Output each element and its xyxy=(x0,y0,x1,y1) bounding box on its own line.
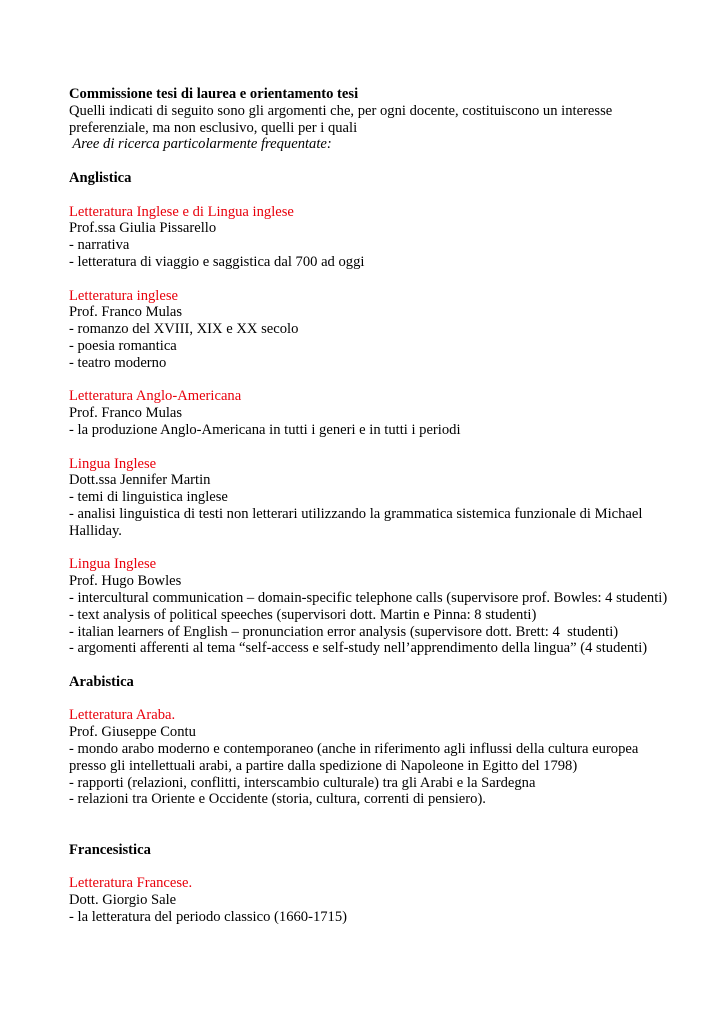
intro-text: preferenziale, ma non esclusivo, quelli per i quali xyxy=(69,119,358,136)
intro-text: Quelli indicati di seguito sono gli argomenti che, per ogni docente, costituiscono un interesse xyxy=(69,102,613,119)
document-title: Commissione tesi di laurea e orientamento tesi xyxy=(69,86,359,102)
course-title: Letteratura Francese. xyxy=(69,875,193,892)
section-heading: Francesistica xyxy=(69,841,151,858)
course-title: Letteratura Inglese e di Lingua inglese xyxy=(69,203,294,220)
section-heading: Arabistica xyxy=(69,673,134,690)
document-body xyxy=(69,86,679,926)
topic-item: - relazioni tra Oriente e Occidente (storia, cultura, correnti di pensiero). xyxy=(69,791,486,808)
course-title: Letteratura inglese xyxy=(69,287,178,304)
topic-item: - letteratura di viaggio e saggistica dal 700 ad oggi xyxy=(69,253,365,270)
teacher-name: Prof. Hugo Bowles xyxy=(69,573,182,590)
teacher-name: Dott. Giorgio Sale xyxy=(69,892,177,909)
teacher-name: Prof.ssa Giulia Pissarello xyxy=(69,220,217,237)
topic-item: - analisi linguistica di testi non letterari utilizzando la grammatica sistemica funzionale di Michael Halliday. xyxy=(69,505,643,539)
topic-item: - intercultural communication – domain-specific telephone calls (supervisore prof. Bowles: 4 studenti) xyxy=(69,589,668,606)
course-title: Letteratura Anglo-Americana xyxy=(69,388,242,405)
topic-item: - la produzione Anglo-Americana in tutti i generi e in tutti i periodi xyxy=(69,421,461,438)
topic-item: - temi di linguistica inglese xyxy=(69,489,228,506)
topic-item: - argomenti afferenti al tema “self-access e self-study nell’apprendimento della lingua” (4 studenti) xyxy=(69,640,648,657)
course-title: Letteratura Araba. xyxy=(69,707,176,724)
teacher-name: Prof. Giuseppe Contu xyxy=(69,724,196,741)
intro-subtitle: Aree di ricerca particolarmente frequentate: xyxy=(69,136,332,153)
topic-item: - la letteratura del periodo classico (1660-1715) xyxy=(69,909,347,926)
topic-item: - poesia romantica xyxy=(69,337,177,354)
topic-item: - italian learners of English – pronunciation error analysis (supervisore dott. Brett: 4 studenti) xyxy=(69,623,619,640)
course-title: Lingua Inglese xyxy=(69,556,157,573)
topic-item: - text analysis of political speeches (supervisori dott. Martin e Pinna: 8 studenti) xyxy=(69,606,537,623)
topic-item: - romanzo del XVIII, XIX e XX secolo xyxy=(69,321,299,338)
teacher-name: Dott.ssa Jennifer Martin xyxy=(69,472,211,489)
section-heading: Anglistica xyxy=(69,169,132,186)
teacher-name: Prof. Franco Mulas xyxy=(69,304,183,321)
topic-item: - rapporti (relazioni, conflitti, interscambio culturale) tra gli Arabi e la Sardegna xyxy=(69,774,536,791)
topic-item: - mondo arabo moderno e contemporaneo (anche in riferimento agli influssi della cultura europea presso gli intellettuali arabi, a partire dalla spedizione di Napoleone in Egitto del 1798) xyxy=(69,741,639,774)
teacher-name: Prof. Franco Mulas xyxy=(69,405,183,422)
topic-item: - narrativa xyxy=(69,237,130,254)
topic-item: - teatro moderno xyxy=(69,354,167,371)
course-title: Lingua Inglese xyxy=(69,455,157,472)
